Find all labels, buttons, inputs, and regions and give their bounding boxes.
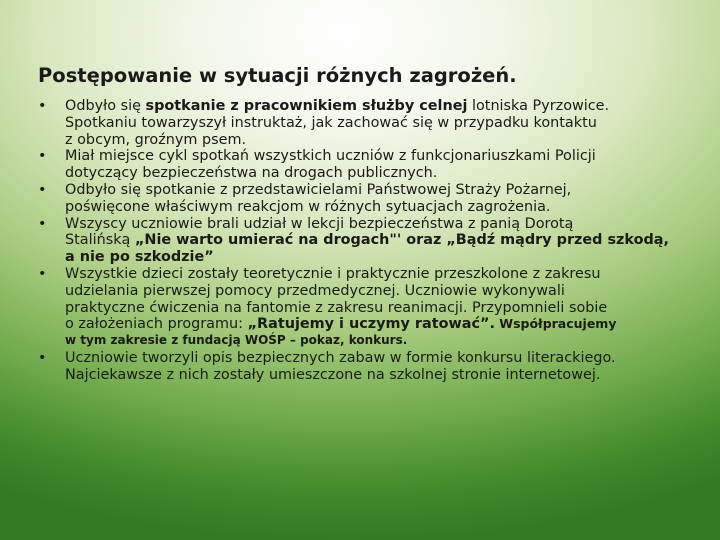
list-item <box>38 216 710 266</box>
item-line: z obcym, groźnym psem. <box>65 131 247 148</box>
list-item <box>38 350 710 384</box>
bold-text-segment: „Nie warto umierać na drogach"' oraz „Bądź mądry przed szkodą, <box>134 232 669 249</box>
bullet-list <box>38 98 710 384</box>
bullet-icon: • <box>38 215 47 232</box>
item-line: Miał miejsce cykl spotkań wszystkich uczniów z funkcjonariuszkami Policji <box>65 148 596 165</box>
bullet-icon: • <box>38 265 47 282</box>
item-line: a nie po szkodzie” <box>65 249 214 266</box>
bullet-icon: • <box>38 350 47 367</box>
list-item <box>38 182 710 216</box>
bold-text-segment: „Ratujemy i uczymy ratować”. <box>247 316 495 333</box>
small-bold-text-segment: Współpracujemy <box>494 316 617 332</box>
item-line: udzielania pierwszej pomocy przedmedycznej. Uczniowie wykonywali <box>65 282 565 299</box>
bullet-icon: • <box>38 181 47 198</box>
item-line: poświęcone właściwym reakcjom w różnych sytuacjach zagrożenia. <box>65 198 551 215</box>
list-item <box>38 266 710 348</box>
item-line: w tym zakresie z fundacją WOŚP – pokaz, konkurs. <box>65 333 408 348</box>
bold-text-segment: spotkanie z pracownikiem służby celnej <box>145 98 468 114</box>
bullet-icon: • <box>38 148 47 165</box>
item-line: Odbyło się spotkanie z przedstawicielami Państwowej Straży Pożarnej, <box>65 181 572 198</box>
item-line: Wszyscy uczniowie brali udział w lekcji bezpieczeństwa z panią Dorotą <box>65 215 574 232</box>
list-item <box>38 98 710 148</box>
item-line: Wszystkie dzieci zostały teoretycznie i praktycznie przeszkolone z zakresu <box>65 265 601 282</box>
text-segment: Odbyło się <box>65 98 146 114</box>
bullet-icon: • <box>38 98 47 114</box>
text-segment: Stalińską <box>65 232 135 249</box>
item-line: Spotkaniu towarzyszył instruktaż, jak zachować się w przypadku kontaktu <box>65 114 597 131</box>
text-segment: o założeniach programu: <box>65 316 248 333</box>
slide-title: Postępowanie w sytuacji różnych zagrożeń. <box>38 64 517 87</box>
item-line: dotyczący bezpieczeństwa na drogach publicznych. <box>65 165 438 182</box>
item-line: praktyczne ćwiczenia na fantomie z zakresu reanimacji. Przypomnieli sobie <box>65 299 608 316</box>
text-segment: lotniska Pyrzowice. <box>467 98 610 114</box>
list-item <box>38 148 710 182</box>
item-line <box>65 98 710 115</box>
item-line: Uczniowie tworzyli opis bezpiecznych zabaw w formie konkursu literackiego. <box>65 350 616 367</box>
item-line <box>65 232 710 249</box>
item-line: Najciekawsze z nich zostały umieszczone na szkolnej stronie internetowej. <box>65 366 601 383</box>
item-line <box>65 316 710 333</box>
